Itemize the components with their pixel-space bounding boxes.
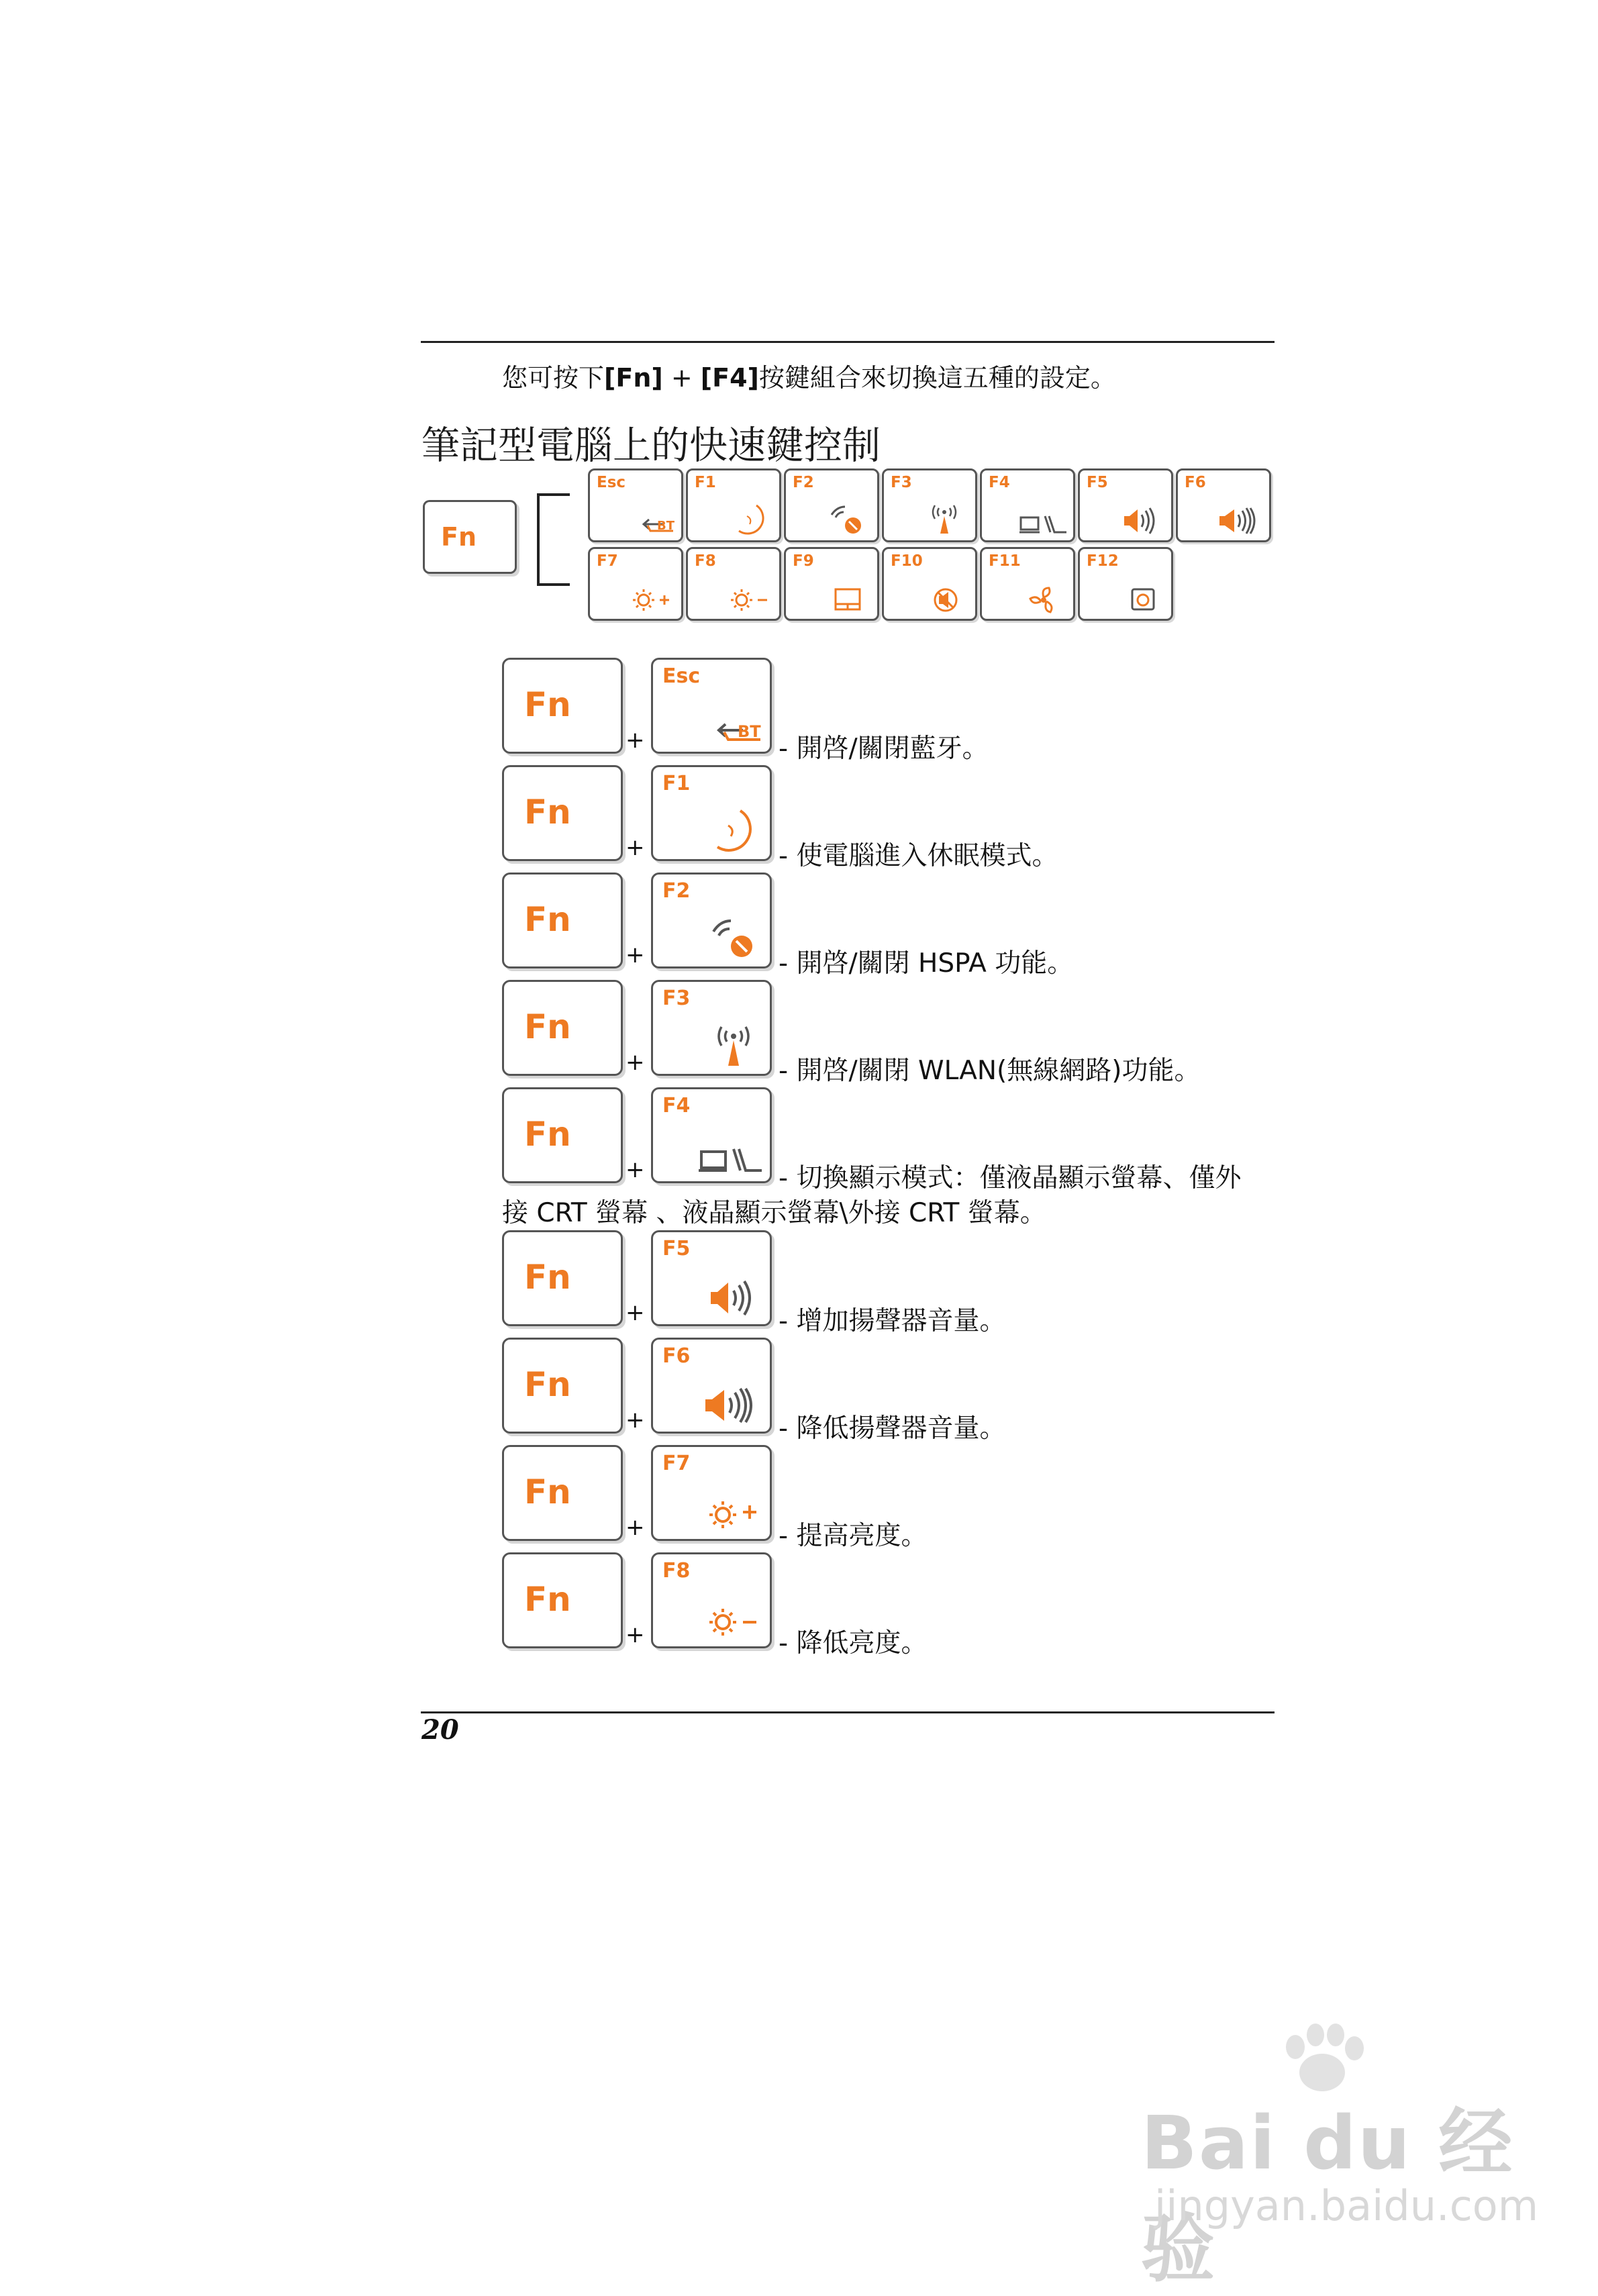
plus-sign: + (626, 1299, 645, 1326)
overview-key-f3: F3 (882, 468, 977, 542)
shortcut-description: - 提高亮度。 (779, 1521, 928, 1551)
shortcut-description: - 使電腦進入休眠模式。 (779, 841, 1058, 871)
svg-text:BT: BT (738, 722, 761, 741)
overview-key-f1: F1 (686, 468, 781, 542)
function-key: F5 (651, 1230, 772, 1326)
function-key: F3 (651, 980, 772, 1076)
display-switch-icon (696, 1129, 763, 1176)
shortcut-description: - 開啓/關閉 HSPA 功能。 (779, 948, 1074, 979)
touchpad-icon (821, 580, 872, 615)
shortcut-description: - 增加揚聲器音量。 (779, 1306, 1006, 1336)
shortcut-description: - 降低揚聲器音量。 (779, 1413, 1006, 1444)
wireless-antenna-icon (696, 1021, 763, 1068)
speaker-down-icon (1213, 501, 1264, 536)
fn-key: Fn (502, 1087, 623, 1183)
overview-key-f4: F4 (980, 468, 1075, 542)
fn-key: Fn (502, 1445, 623, 1541)
plus-sign: + (626, 1621, 645, 1648)
fn-key: Fn (502, 1338, 623, 1434)
camera-icon (1115, 580, 1166, 615)
overview-key-f2: F2 (784, 468, 879, 542)
top-rule (421, 341, 1275, 343)
watermark-url: jingyan.baidu.com (1154, 2181, 1539, 2230)
shortcut-description: - 降低亮度。 (779, 1628, 928, 1658)
display-switch-icon (1017, 501, 1068, 536)
plus-sign: + (626, 1049, 645, 1076)
shortcut-description: - 切換顯示模式：僅液晶顯示螢幕、僅外 (779, 1163, 1242, 1193)
plus-sign: + (626, 1407, 645, 1434)
watermark-brand: Bai du 经验 (1141, 2100, 1514, 2292)
shortcut-description: - 開啓/關閉藍牙。 (779, 734, 989, 764)
intro-text: 您可按下[Fn] + [F4]按鍵組合來切換這五種的設定。 (502, 363, 1116, 393)
fn-key: Fn (502, 980, 623, 1076)
plus-sign: + (626, 727, 645, 754)
section-heading: 筆記型電腦上的快速鍵控制 (421, 423, 881, 468)
mute-icon (919, 580, 970, 615)
function-key: F2 (651, 872, 772, 968)
fn-key: Fn (502, 1230, 623, 1326)
shortcut-description: - 開啓/關閉 WLAN(無線網路)功能。 (779, 1056, 1201, 1086)
overview-fn-key: Fn (423, 500, 517, 574)
function-key: F8 (651, 1552, 772, 1648)
function-key: F4 (651, 1087, 772, 1183)
fn-key: Fn (502, 872, 623, 968)
hspa-satellite-icon (696, 914, 763, 961)
brightness-up-icon (696, 1487, 763, 1534)
fan-icon (1017, 580, 1068, 615)
watermark (1141, 2020, 1539, 2292)
svg-text:BT: BT (657, 519, 675, 533)
overview-key-f10: F10 (882, 547, 977, 621)
plus-sign: + (626, 942, 645, 968)
overview-key-esc: Esc BT (588, 468, 683, 542)
speaker-down-icon (696, 1379, 763, 1426)
shortcut-description-continued: 接 CRT 螢幕 、液晶顯示螢幕\外接 CRT 螢幕。 (502, 1198, 1046, 1228)
bottom-rule (421, 1711, 1275, 1713)
fn-key: Fn (502, 765, 623, 861)
function-key: F1 (651, 765, 772, 861)
overview-key-f5: F5 (1078, 468, 1173, 542)
function-key: F6 (651, 1338, 772, 1434)
fn-key: Fn (502, 658, 623, 754)
moon-sleep-icon (723, 501, 774, 536)
brightness-up-icon (625, 580, 676, 615)
overview-bracket (537, 493, 570, 586)
plus-sign: + (626, 1156, 645, 1183)
page-number: 20 (421, 1714, 459, 1746)
overview-key-f7: F7 (588, 547, 683, 621)
overview-key-f6: F6 (1176, 468, 1271, 542)
plus-sign: + (626, 834, 645, 861)
brightness-down-icon (696, 1594, 763, 1641)
overview-key-f11: F11 (980, 547, 1075, 621)
brightness-down-icon (723, 580, 774, 615)
plus-sign: + (626, 1514, 645, 1541)
function-key: F7 (651, 1445, 772, 1541)
function-key: Esc BT (651, 658, 772, 754)
overview-key-f8: F8 (686, 547, 781, 621)
speaker-up-icon (1115, 501, 1166, 536)
speaker-up-icon (696, 1272, 763, 1319)
fn-key: Fn (502, 1552, 623, 1648)
bluetooth-arrow-icon (625, 501, 676, 536)
overview-key-f12: F12 (1078, 547, 1173, 621)
bluetooth-arrow-icon (696, 699, 763, 746)
wireless-antenna-icon (919, 501, 970, 536)
moon-sleep-icon (696, 807, 763, 854)
hspa-satellite-icon (821, 501, 872, 536)
overview-key-f9: F9 (784, 547, 879, 621)
